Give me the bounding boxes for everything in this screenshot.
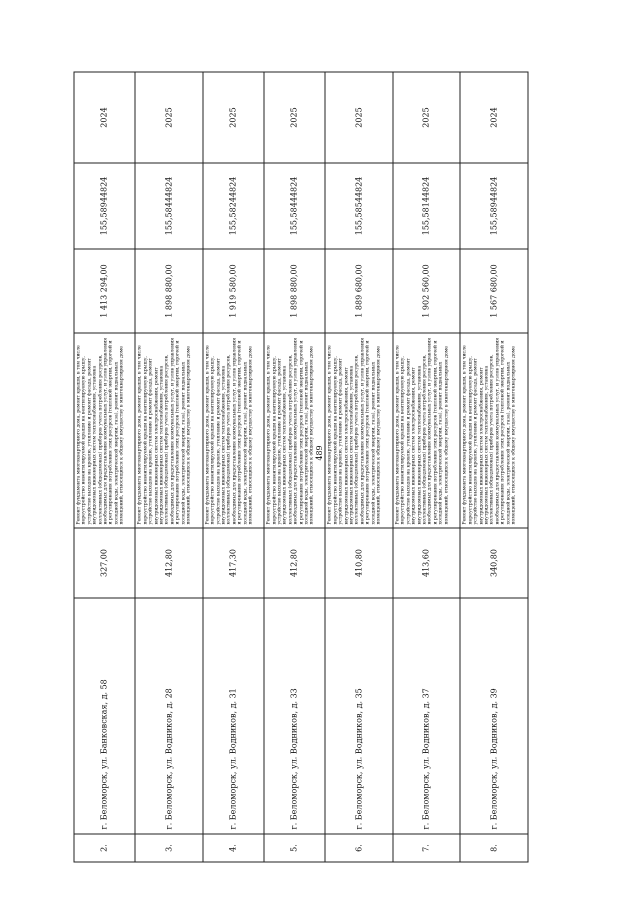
area-cell: 327,00 (74, 528, 135, 598)
address-cell: г. Беломорск, ул. Водников, д. 31 (203, 598, 264, 834)
cost-cell: 1 889 680,00 (325, 249, 393, 333)
cost-cell: 1 413 294,00 (74, 249, 135, 333)
address-cell: г. Беломорск, ул. Водников, д. 33 (264, 598, 325, 834)
cost-per-sqm-cell: 155,58444824 (264, 163, 325, 249)
year-cell: 2024 (74, 72, 135, 163)
area-cell: 413,60 (393, 528, 461, 598)
cost-per-sqm-cell: 155,58144824 (393, 163, 461, 249)
year-cell: 2025 (135, 72, 203, 163)
row-number-cell: 5. (264, 834, 325, 862)
year-cell: 2025 (325, 72, 393, 163)
row-number-cell: 2. (74, 834, 135, 862)
row-number-cell: 3. (135, 834, 203, 862)
area-cell: 340,80 (460, 528, 528, 598)
works-cell: Ремонт фундамента многоквартирного дома, ремонт крыши, в том числе переустройство невентилируемой крыши на вентилируемую крышу, устройство выходов на кровлю, утепление и ремонт фасада, ремонт внутридомовых инженерных систем электроснабжения, ремонт внутридомовых инженерных систем теплоснабжения, установка коллективных (общедомовых) приборов учета потребления ресурсов, необходимых для предоставления коммунальных услуг, и узлов управления и регулирования потребления этих ресурсов (тепловой энергии, горячей и холодной воды, электрической энергии, газа), ремонт подвальных помещений, относящихся к общему имуществу в многоквартирном доме (460, 333, 528, 528)
works-cell: Ремонт фундамента многоквартирного дома, ремонт крыши, в том числе переустройство невентилируемой крыши на вентилируемую крышу, устройство выходов на кровлю, утепление и ремонт фасада, ремонт внутридомовых инженерных систем электроснабжения, ремонт внутридомовых инженерных систем теплоснабжения, установка коллективных (общедомовых) приборов учета потребления ресурсов, необходимых для предоставления коммунальных услуг, и узлов управления и регулирования потребления этих ресурсов (тепловой энергии, горячей и холодной воды, электрической энергии, газа), ремонт подвальных помещений, относящихся к общему имуществу в многоквартирном доме (325, 333, 393, 528)
works-cell: Ремонт фундамента многоквартирного дома, ремонт крыши, в том числе переустройство невентилируемой крыши на вентилируемую крышу, устройство выходов на кровлю, утепление и ремонт фасада, ремонт внутридомовых инженерных систем теплоснабжения, установка коллективных (общедомовых) приборов учета потребления ресурсов, необходимых для предоставления коммунальных услуг, и узлов управления и регулирования потребления этих ресурсов (тепловой энергии, горячей и холодной воды, электрической энергии, газа), ремонт подвальных помещений, относящихся к общему имуществу в многоквартирном доме (203, 333, 264, 528)
cost-per-sqm-cell: 155,58544824 (325, 163, 393, 249)
works-cell: Ремонт фундамента многоквартирного дома, ремонт крыши, в том числе переустройство невентилируемой крыши на вентилируемую крышу, устройство выходов на кровлю, утепление и ремонт фасада, ремонт внутридомовых инженерных систем электроснабжения, ремонт внутридомовых инженерных систем теплоснабжения, установка коллективных (общедомовых) приборов учета потребления ресурсов, необходимых для предоставления коммунальных услуг, и узлов управления и регулирования потребления этих ресурсов (тепловой энергии, горячей и холодной воды, электрической энергии, газа), ремонт подвальных помещений, относящихся к общему имуществу в многоквартирном доме (135, 333, 203, 528)
page-number: 489 (315, 445, 324, 461)
cost-cell: 1 898 880,00 (135, 249, 203, 333)
cost-per-sqm-cell: 155,58944824 (460, 163, 528, 249)
cost-per-sqm-cell: 155,58444824 (135, 163, 203, 249)
address-cell: г. Беломорск, ул. Водников, д. 37 (393, 598, 461, 834)
program-table (74, 72, 529, 863)
works-cell: Ремонт фундамента многоквартирного дома, ремонт крыши, в том числе переустройство невентилируемой крыши на вентилируемую крышу, устройство выходов на кровлю, утепление и ремонт фасада, ремонт внутридомовых инженерных систем теплоснабжения, установка коллективных (общедомовых) приборов учета потребления ресурсов, необходимых для предоставления коммунальных услуг, и узлов управления и регулирования потребления этих ресурсов (тепловой энергии, горячей и холодной воды, электрической энергии, газа), ремонт подвальных помещений, относящихся к общему имуществу в многоквартирном доме (74, 333, 135, 528)
cost-per-sqm-cell: 155,58944824 (74, 163, 135, 249)
cost-cell: 1 898 880,00 (264, 249, 325, 333)
table-row (264, 72, 325, 862)
table-row (74, 72, 135, 862)
works-cell: Ремонт фундамента многоквартирного дома, ремонт крыши, в том числе переустройство невентилируемой крыши на вентилируемую крышу, устройство выходов на кровлю, утепление и ремонт фасада, ремонт внутридомовых инженерных систем электроснабжения, ремонт внутридомовых инженерных систем теплоснабжения, установка коллективных (общедомовых) приборов учета потребления ресурсов, необходимых для предоставления коммунальных услуг, и узлов управления и регулирования потребления этих ресурсов (тепловой энергии, горячей и холодной воды, электрической энергии, газа), ремонт подвальных помещений, относящихся к общему имуществу в многоквартирном доме (393, 333, 461, 528)
year-cell: 2024 (460, 72, 528, 163)
area-cell: 412,80 (264, 528, 325, 598)
area-cell: 410,80 (325, 528, 393, 598)
cost-cell: 1 902 560,00 (393, 249, 461, 333)
year-cell: 2025 (393, 72, 461, 163)
address-cell: г. Беломорск, ул. Водников, д. 39 (460, 598, 528, 834)
table-row (460, 72, 528, 862)
area-cell: 417,30 (203, 528, 264, 598)
table-row (325, 72, 393, 862)
year-cell: 2025 (264, 72, 325, 163)
year-cell: 2025 (203, 72, 264, 163)
table-row (393, 72, 461, 862)
row-number-cell: 8. (460, 834, 528, 862)
address-cell: г. Беломорск, ул. Водников, д. 35 (325, 598, 393, 834)
address-cell: г. Беломорск, ул. Банковская, д. 58 (74, 598, 135, 834)
address-cell: г. Беломорск, ул. Водников, д. 28 (135, 598, 203, 834)
table-body (74, 72, 528, 862)
row-number-cell: 7. (393, 834, 461, 862)
cost-per-sqm-cell: 155,58244824 (203, 163, 264, 249)
program-table-rotated (74, 73, 529, 863)
works-cell: Ремонт фундамента многоквартирного дома, ремонт крыши, в том числе переустройство невентилируемой крыши на вентилируемую крышу, устройство выходов на кровлю, утепление и ремонт фасада, ремонт внутридомовых инженерных систем теплоснабжения, установка коллективных (общедомовых) приборов учета потребления ресурсов, необходимых для предоставления коммунальных услуг, и узлов управления и регулирования потребления этих ресурсов (тепловой энергии, горячей и холодной воды, электрической энергии, газа), ремонт подвальных помещений, относящихся к общему имуществу в многоквартирном доме (264, 333, 325, 528)
table-row (135, 72, 203, 862)
row-number-cell: 4. (203, 834, 264, 862)
cost-cell: 1 567 680,00 (460, 249, 528, 333)
area-cell: 412,80 (135, 528, 203, 598)
cost-cell: 1 919 580,00 (203, 249, 264, 333)
row-number-cell: 6. (325, 834, 393, 862)
table-row (203, 72, 264, 862)
